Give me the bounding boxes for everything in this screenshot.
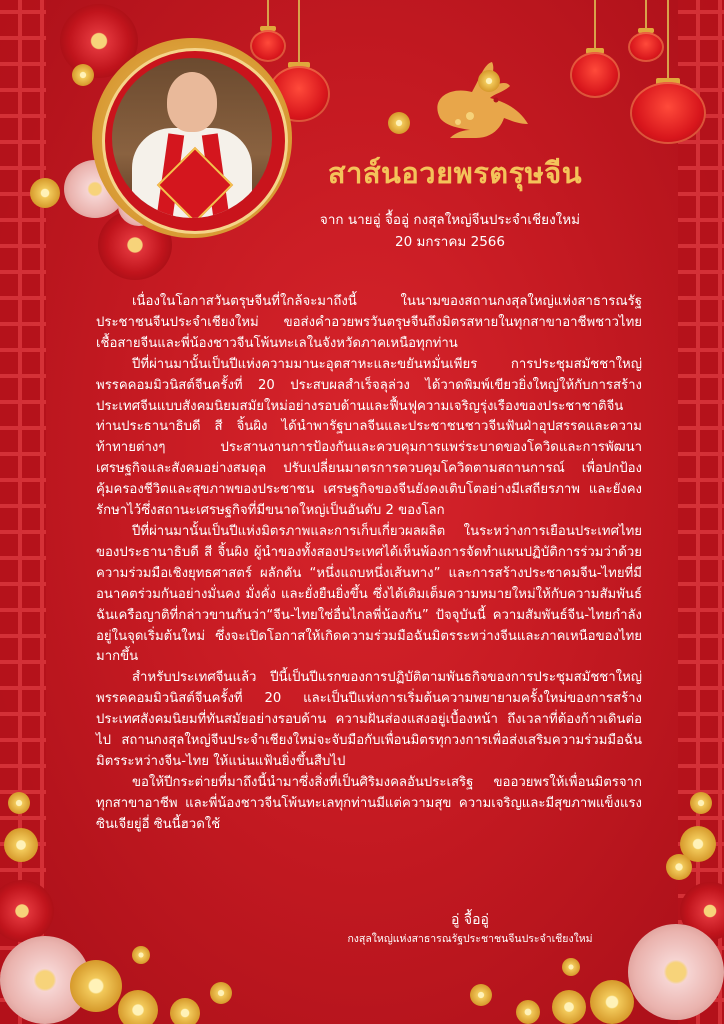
sender-block	[270, 209, 630, 253]
flower-icon	[70, 960, 122, 1012]
flower-icon	[72, 64, 94, 86]
signature-block	[300, 910, 640, 948]
flower-icon	[132, 946, 150, 964]
paragraph: ปีที่ผ่านมานั้นเป็นปีแห่งมิตรภาพและการเก็บเกี่ยวผลผลิต ในระหว่างการเยือนประเทศไทยของประธานาธิบดี สี จิ้นผิง ผู้นำของทั้งสองประเทศได้เห็นพ้องการจัดทำแผนปฏิบัติการร่วมว่าด้วยความร่วมมือเชิงยุทธศาสตร์ ผลักดัน “หนึ่งแถบหนึ่งเส้นทาง” และการสร้างประชาคมจีน-ไทยที่มีอนาคตร่วมกันอย่างมั่นคง มั่งคั่ง และยั่งยืนยิ่งขึ้น ซึ่งได้เติมเต็มความหมายใหม่ให้กับความสัมพันธ์ฉันเครือญาติที่กล่าวขานกันว่า“จีน-ไทยใช่อื่นไกลพี่น้องกัน” ปัจจุบันนี้ ความสัมพันธ์จีน-ไทยกำลังอยู่ในจุดเริ่มต้นใหม่ ซึ่งจะเปิดโอกาสให้เกิดความร่วมมือฉันมิตรระหว่างจีนและภาคเหนือของไทยมากขึ้น	[96, 523, 642, 665]
flower-icon	[516, 1000, 540, 1024]
flower-icon	[8, 792, 30, 814]
flower-icon	[666, 854, 692, 880]
flower-icon	[30, 178, 60, 208]
paragraph: ปีที่ผ่านมานั้นเป็นปีแห่งความมานะอุตสาหะและขยันหมั่นเพียร การประชุมสมัชชาใหญ่พรรคคอมมิวนิสต์จีนครั้งที่ 20 ประสบผลสำเร็จลุล่วง ได้วาดพิมพ์เขียวยิ่งใหญ่ให้กับการสร้างประเทศจีนแบบสังคมนิยมสมัยใหม่อย่างรอบด้านและฟื้นฟูความเจริญรุ่งเรืองของประชาชาติจีน ท่านประธานาธิบดี สี จิ้นผิง ได้นำพารัฐบาลจีนและประชาชนชาวจีนฟันฝ่าอุปสรรคและความท้าทายต่างๆ ประสานงานการป้องกันและควบคุมการแพร่ระบาดของโควิดและการพัฒนาเศรษฐกิจและสังคมอย่างสมดุล ปรับเปลี่ยนมาตรการควบคุมโควิดตามสถานการณ์ เพื่อปกป้องคุ้มครองชีวิตและสุขภาพของประชาชน เศรษฐกิจของจีนยังคงเติบโตอย่างมีเสถียรภาพ และยังคงรักษาไว้ซึ่งสถานะเศรษฐกิจที่มีขนาดใหญ่เป็นอันดับ 2 ของโลก	[96, 356, 642, 519]
lantern-icon	[570, 0, 620, 104]
flower-icon	[552, 990, 586, 1024]
page-title: สาส์นอวยพรตรุษจีน	[327, 156, 583, 190]
flower-icon	[388, 112, 410, 134]
flower-icon	[118, 990, 158, 1024]
flower-icon	[590, 980, 634, 1024]
signature-title: กงสุลใหญ่แห่งสาธารณรัฐประชาชนจีนประจำเชียงใหม่	[347, 933, 593, 945]
portrait-photo	[112, 58, 272, 218]
date-line: 20 มกราคม 2566	[395, 234, 505, 250]
lantern-icon	[630, 0, 706, 150]
signature-name: อู่ จื้ออู่	[451, 912, 489, 928]
flower-icon	[628, 924, 724, 1020]
flower-icon	[478, 70, 500, 92]
flower-icon	[170, 998, 200, 1024]
rabbit-icon	[410, 58, 540, 148]
flower-icon	[562, 958, 580, 976]
sender-line: จาก นายอู่ จื้ออู่ กงสุลใหญ่จีนประจำเชียงใหม่	[319, 212, 581, 228]
flower-icon	[4, 828, 38, 862]
flower-icon	[690, 792, 712, 814]
paragraph: เนื่องในโอกาสวันตรุษจีนที่ใกล้จะมาถึงนี้ ในนามของสถานกงสุลใหญ่แห่งสาธารณรัฐประชาชนจีนประจำเชียงใหม่ ขอส่งคำอวยพรวันตรุษจีนถึงมิตรสหายในทุกสาขาอาชีพชาวไทยเชื้อสายจีนและพี่น้องชาวจีนโพ้นทะเลในจังหวัดภาคเหนือทุกท่าน	[96, 294, 642, 351]
paragraph: สำหรับประเทศจีนแล้ว ปีนี้เป็นปีแรกของการปฏิบัติตามพันธกิจของการประชุมสมัชชาใหญ่พรรคคอมมิวนิสต์จีนครั้งที่ 20 และเป็นปีแห่งการเริ่มต้นความพยายามครั้งใหม่ของการสร้างประเทศสังคมนิยมที่ทันสมัยอย่างรอบด้าน ความฝันส่องแสงอยู่เบื้องหน้า ถึงเวลาที่ต้องก้าวเดินต่อไป สถานกงสุลใหญ่จีนประจำเชียงใหม่จะจับมือกับเพื่อนมิตรทุกวงการเพื่อส่งเสริมความร่วมมือฉันมิตรระหว่างจีน-ไทย ให้แน่นแฟ้นยิ่งขึ้นสืบไป	[96, 670, 642, 769]
flower-icon	[210, 982, 232, 1004]
paragraph: ขอให้ปีกระต่ายที่มาถึงนี้นำมาซึ่งสิ่งที่เป็นศิริมงคลอันประเสริฐ ขออวยพรให้เพื่อนมิตรจากทุกสาขาอาชีพ และพี่น้องชาวจีนโพ้นทะเลทุกท่านมีแต่ความสุข ความเจริญและมีสุขภาพแข็งแรง ซินเจียยู่อี่ ซินนี้ฮวดใช้	[96, 774, 642, 832]
lattice-border-left	[0, 0, 46, 1024]
letter-body	[96, 292, 642, 836]
flower-icon	[470, 984, 492, 1006]
